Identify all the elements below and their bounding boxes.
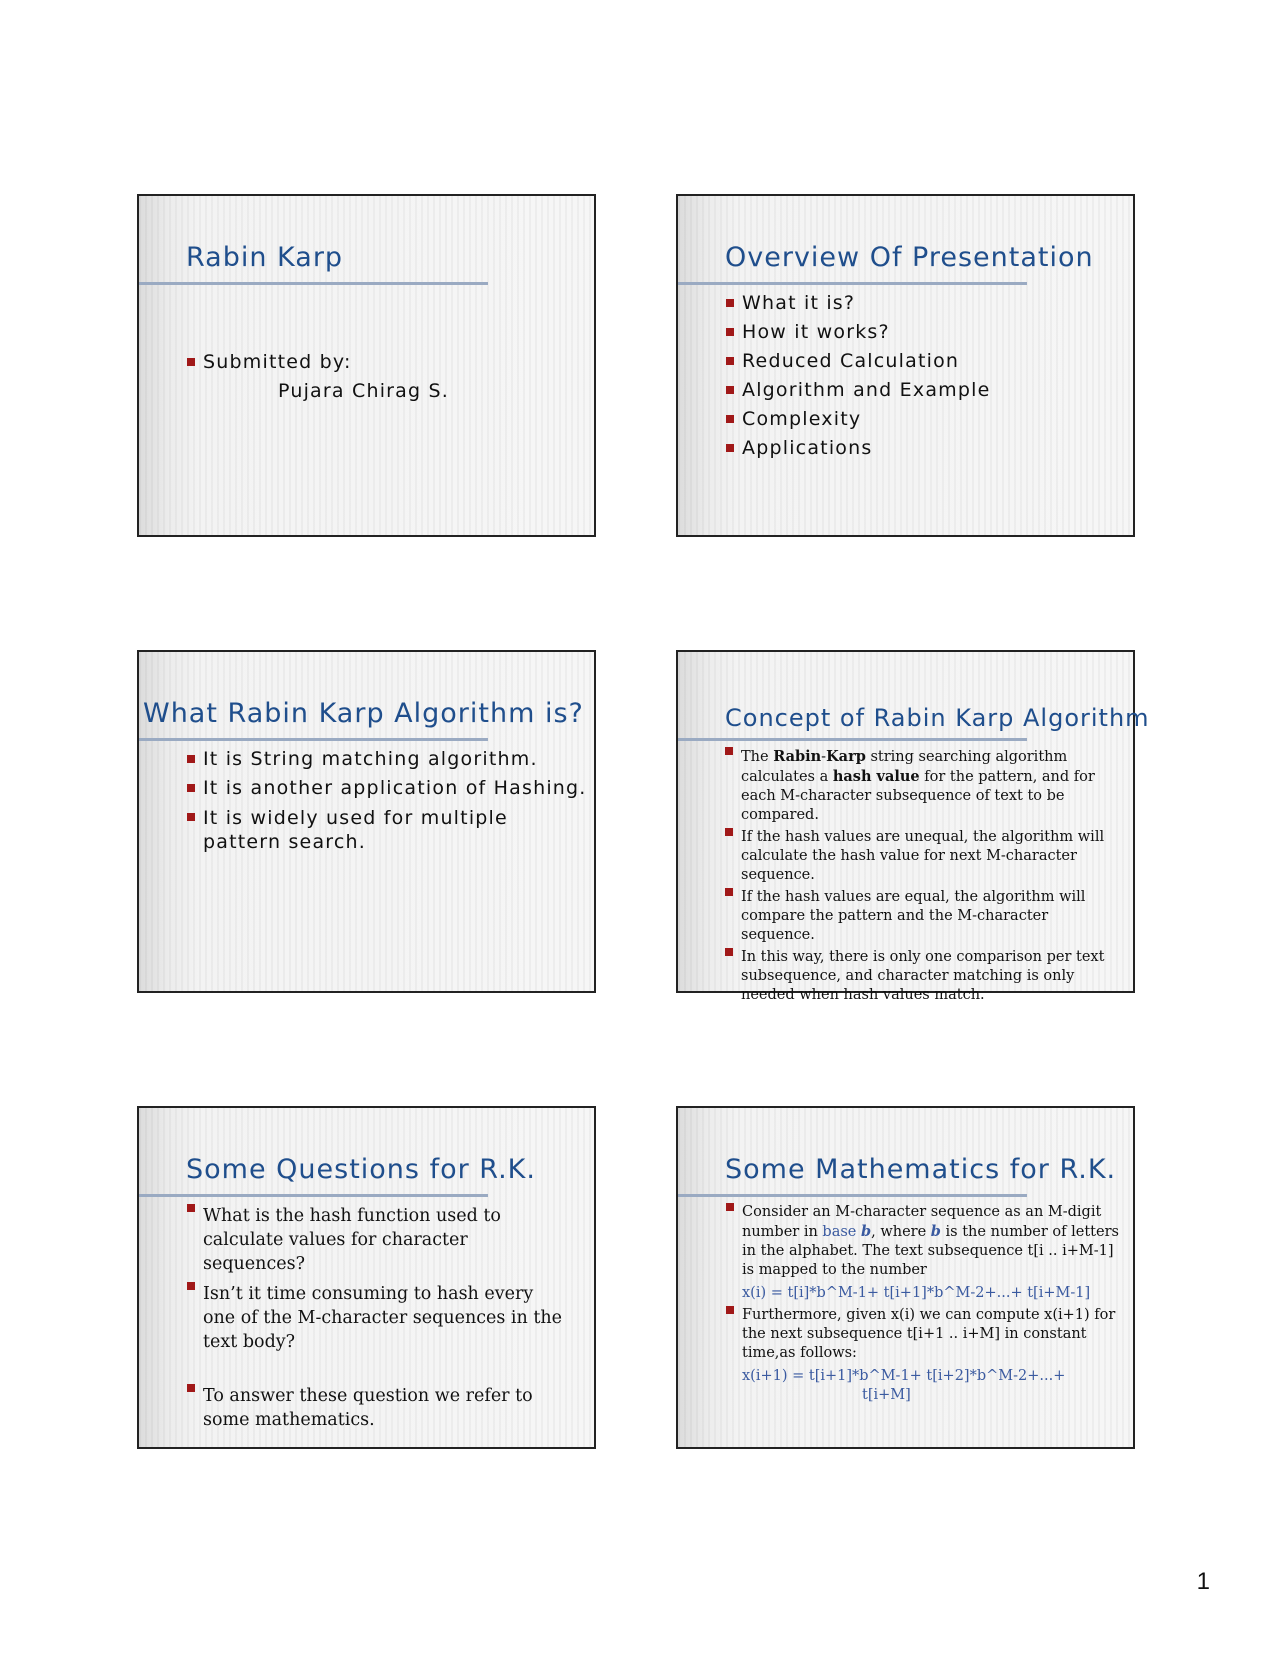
slide-4 [676, 650, 1150, 1003]
bullet-item: It is widely used for multiple pattern search. [187, 803, 587, 854]
bullet-item: Complexity [726, 405, 991, 434]
bullet-item: In this way, there is only one comparison per text subsequence, and character matching is only needed when hash values match. [725, 948, 1125, 1005]
slide-title: Overview Of Presentation [725, 242, 1094, 273]
bullet-item: Furthermore, given x(i) we can compute x(i+1) for the next subsequence t[i+1 .. i+M] in constant time,as follows: x(i+1) = t[i+1]*b^M-1+ t[i+2]*b^M-2+...+ t[i+M] [726, 1306, 1124, 1405]
bullet-item: How it works? [726, 318, 991, 347]
slide-5 [137, 1106, 596, 1449]
bullet-item: The Rabin-Karp string searching algorithm calculates a hash value for the pattern, and for each M-character subsequence of text to be compared. [725, 747, 1125, 825]
formula-1: x(i) = t[i]*b^M-1+ t[i+1]*b^M-2+...+ t[i+M-1] [742, 1285, 1091, 1301]
bullet-list [726, 289, 991, 463]
bullet-item: Applications [726, 434, 991, 463]
slide-title: What Rabin Karp Algorithm is? [143, 698, 584, 729]
bullet-item: It is String matching algorithm. [187, 745, 587, 774]
bullet-item: Consider an M-character sequence as an M-digit number in base b, where b is the number of letters in the alphabet. The text subsequence t[i .. i+M-1] is mapped to the number x(i) = t[i]*b^M-1+ t[i+1]*b^M-2+...+ t[i+M-1] [726, 1203, 1124, 1303]
bullet-item: Isn’t it time consuming to hash every one of the M-character sequences in the text body? [187, 1282, 567, 1354]
bullet-item: Reduced Calculation [726, 347, 991, 376]
bullet-list [726, 1203, 1124, 1405]
bullet-item: What is the hash function used to calculate values for character sequences? [187, 1204, 567, 1276]
bullet-item: If the hash values are equal, the algorithm will compare the pattern and the M-character sequence. [725, 888, 1125, 945]
bullet-item: To answer these question we refer to some mathematics. [187, 1384, 567, 1432]
title-rule [678, 282, 1027, 285]
title-rule [678, 738, 1027, 741]
bullet-item: Algorithm and Example [726, 376, 991, 405]
bullet-item: If the hash values are unequal, the algorithm will calculate the hash value for next M-character sequence. [725, 828, 1125, 885]
slide-title: Concept of Rabin Karp Algorithm [725, 704, 1150, 732]
bullet-list [187, 745, 587, 854]
bullet-list [187, 1204, 567, 1432]
title-rule [139, 282, 488, 285]
author-name: Pujara Chirag S. [278, 380, 450, 402]
slide-3 [137, 650, 596, 993]
bullet-item: It is another application of Hashing. [187, 774, 587, 803]
bullet-item: What it is? [726, 289, 991, 318]
page-number: 1 [1196, 1568, 1210, 1595]
title-rule [678, 1194, 1027, 1197]
title-rule [139, 1194, 488, 1197]
formula-2-cont: t[i+M] [862, 1387, 911, 1403]
slide-title: Some Mathematics for R.K. [725, 1154, 1117, 1185]
formula-2: x(i+1) = t[i+1]*b^M-1+ t[i+2]*b^M-2+...+ [742, 1368, 1066, 1384]
slide-title: Some Questions for R.K. [186, 1154, 536, 1185]
title-rule [139, 738, 488, 741]
bullet-list [187, 348, 449, 406]
slide-title: Rabin Karp [186, 242, 344, 273]
bullet-list [725, 747, 1125, 1005]
slide-2 [676, 194, 1135, 537]
slide-6 [676, 1106, 1135, 1449]
slide-1 [137, 194, 596, 537]
bullet-item: Submitted by: Pujara Chirag S. [187, 348, 449, 406]
